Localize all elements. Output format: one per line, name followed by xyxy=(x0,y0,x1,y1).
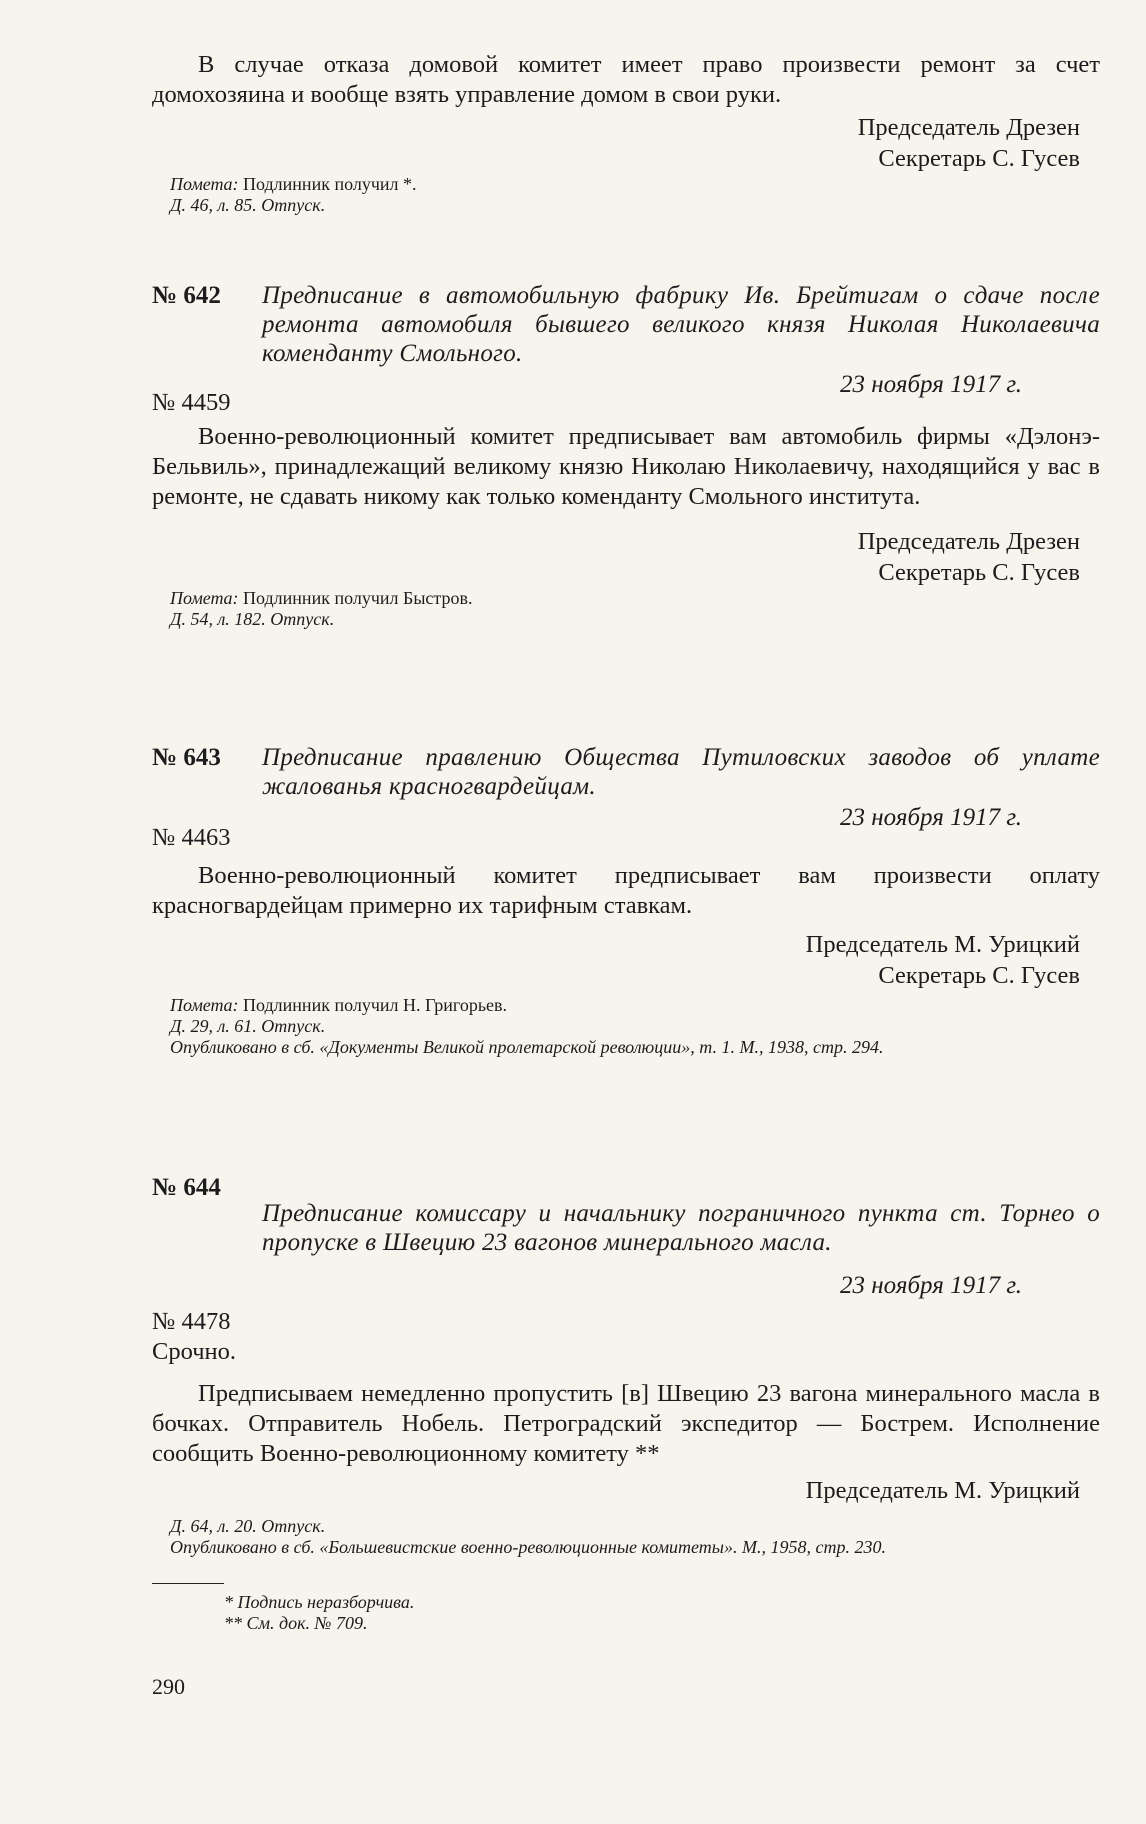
archive-reference: Д. 46, л. 85. Отпуск. xyxy=(170,195,326,215)
publication-reference: Опубликовано в сб. «Большевистские военно-революционные комитеты». М., 1958, стр. 230. xyxy=(170,1537,886,1557)
document-643 xyxy=(152,743,1100,1058)
publication-reference: Опубликовано в сб. «Документы Великой пролетарской революции», т. 1. М., 1938, стр. 294. xyxy=(170,1037,884,1057)
document-date: 23 ноября 1917 г. xyxy=(840,1272,1022,1299)
secretary-signature: Секретарь С. Гусев xyxy=(878,145,1080,172)
receipt-note-text: Подлинник получил *. xyxy=(243,174,417,194)
receipt-note xyxy=(170,588,1100,609)
chairman-signature: Председатель М. Урицкий xyxy=(805,1477,1080,1504)
document-text: Предписываем немедленно пропустить [в] Швецию 23 вагона минерального масла в бочках. Отправитель Нобель. Петроградский экспедитор — Бострем. Исполнение сообщить Военно-революционному комитету ** xyxy=(152,1380,1100,1467)
registration-number: № 4459 xyxy=(152,389,231,416)
receipt-note-text: Подлинник получил Н. Григорьев. xyxy=(243,995,508,1015)
archive-reference: Д. 64, л. 20. Отпуск. xyxy=(170,1516,326,1536)
page-number: 290 xyxy=(152,1674,185,1699)
footnotes xyxy=(152,1583,1100,1634)
secretary-signature: Секретарь С. Гусев xyxy=(878,559,1080,586)
document-title: Предписание правлению Общества Путиловских заводов об уплате жалованья красногвардейцам. xyxy=(262,744,1100,800)
secretary-signature: Секретарь С. Гусев xyxy=(878,962,1080,989)
chairman-signature: Председатель М. Урицкий xyxy=(805,931,1080,958)
chairman-signature: Председатель Дрезен xyxy=(857,114,1080,141)
continuation-block xyxy=(152,50,1100,216)
receipt-note xyxy=(170,995,1100,1016)
receipt-note-text: Подлинник получил Быстров. xyxy=(243,588,473,608)
footnote: ** См. док. № 709. xyxy=(224,1613,368,1633)
receipt-note xyxy=(170,174,1100,195)
receipt-note-label: Пометa: xyxy=(170,995,239,1015)
document-date: 23 ноября 1917 г. xyxy=(840,804,1022,831)
document-number: № 644 xyxy=(152,1174,221,1201)
document-644 xyxy=(152,1173,1100,1558)
continuation-paragraph: В случае отказа домовой комитет имеет право произвести ремонт за счет домохозяина и вообще взять управление домом в свои руки. xyxy=(152,51,1100,108)
registration-number: № 4463 xyxy=(152,824,231,851)
chairman-signature: Председатель Дрезен xyxy=(857,528,1080,555)
receipt-note-label: Пометa: xyxy=(170,588,239,608)
document-text: Военно-революционный комитет предписывает вам произвести оплату красногвардейцам примерно их тарифным ставкам. xyxy=(152,862,1100,919)
archive-reference: Д. 54, л. 182. Отпуск. xyxy=(170,609,335,629)
document-title: Предписание комиссару и начальнику пограничного пункта ст. Торнео о пропуске в Швецию 23 вагонов минерального масла. xyxy=(262,1200,1100,1256)
document-number: № 642 xyxy=(152,282,221,309)
footnote: * Подпись неразборчива. xyxy=(224,1592,415,1612)
registration-number: № 4478 xyxy=(152,1308,231,1335)
document-text: Военно-революционный комитет предписывает вам автомобиль фирмы «Дэлонэ-Бельвиль», принадлежащий великому князю Николаю Николаевичу, находящийся у вас в ремонте, не сдавать никому как только коменданту Смольного института. xyxy=(152,423,1100,510)
document-642 xyxy=(152,281,1100,630)
receipt-note-label: Пометa: xyxy=(170,174,239,194)
document-date: 23 ноября 1917 г. xyxy=(840,371,1022,398)
archive-reference: Д. 29, л. 61. Отпуск. xyxy=(170,1016,326,1036)
footnote-rule xyxy=(152,1583,224,1584)
document-title: Предписание в автомобильную фабрику Ив. Брейтигам о сдаче после ремонта автомобиля бывшего великого князя Николая Николаевича коменданту Смольного. xyxy=(262,282,1100,367)
document-number: № 643 xyxy=(152,744,221,771)
urgency-mark: Срочно. xyxy=(152,1338,237,1365)
